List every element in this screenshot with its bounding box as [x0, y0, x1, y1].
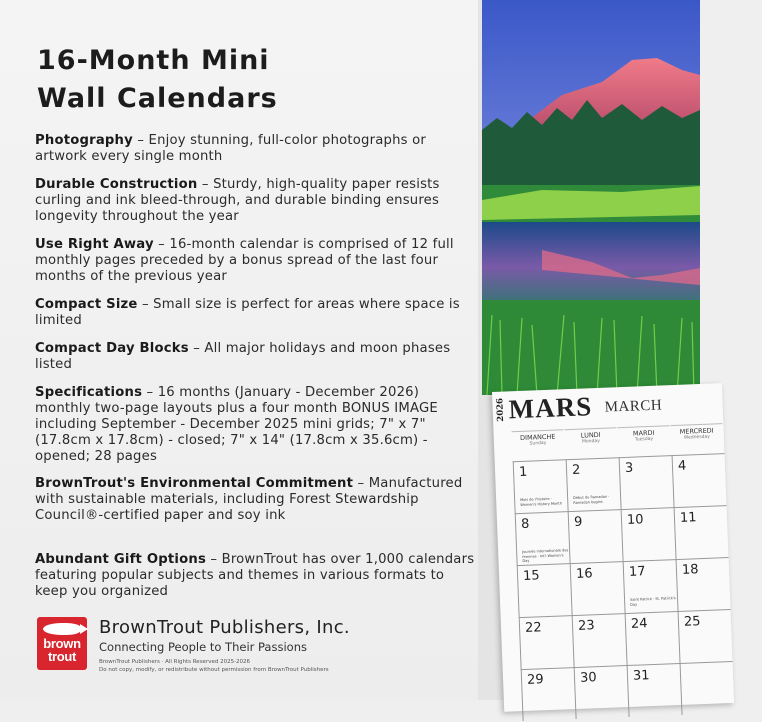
legal-line-1: BrownTrout Publishers · All Rights Reserved 2025-2026	[99, 659, 251, 665]
day-number: 8	[520, 516, 530, 532]
fish-icon	[43, 623, 81, 635]
feature-item	[35, 237, 475, 285]
feature-item	[35, 177, 475, 225]
month-name-french: MARS	[508, 391, 593, 425]
calendar-day-cell	[521, 667, 576, 721]
day-number: 16	[575, 566, 593, 582]
calendar-day-cell	[672, 453, 727, 507]
day-number: 2	[571, 462, 581, 478]
feature-text: – Manufactured with sustainable materials, including Forest Stewardship Council®-certified paper and soy ink	[35, 476, 463, 523]
calendar-day-cell	[676, 557, 731, 611]
day-note: Début du Ramadan · Ramadan begins	[573, 494, 610, 505]
calendar-day-cell	[519, 615, 574, 669]
feature-item	[35, 133, 475, 165]
calendar-day-cell	[621, 507, 676, 561]
day-header	[564, 427, 617, 459]
publisher-block	[37, 617, 457, 677]
feature-title: Use Right Away	[35, 237, 154, 252]
day-header-sub: Tuesday	[634, 436, 654, 443]
day-header-sub: Wednesday	[683, 434, 711, 441]
feature-text: – 16-month calendar is comprised of 12 full monthly pages preceded by a bonus spread of the last four months of the previous year	[35, 237, 454, 284]
day-number: 31	[632, 668, 650, 684]
page-title	[37, 42, 467, 118]
feature-item	[35, 476, 475, 524]
feature-text: – BrownTrout has over 1,000 calendars featuring popular subjects and themes in various formats to keep you organized	[35, 552, 475, 599]
day-number: 30	[579, 670, 597, 686]
day-number: 1	[518, 464, 528, 481]
day-number: 17	[628, 564, 646, 580]
calendar-day-cell	[627, 663, 682, 717]
day-number: 3	[624, 460, 634, 476]
feature-text: – 16 months (January - December 2026) monthly two-page layouts plus a four month BONUS IMAGE including September - December 2025 mini grids; 7" x 7" (17.8cm x 17.8cm) - closed; 7" x 14" (17.8cm x 35.6cm) - opened; 28 pages	[35, 385, 438, 464]
day-header	[670, 423, 723, 455]
day-header-sub: Monday	[582, 438, 600, 445]
publisher-name: BrownTrout Publishers, Inc.	[99, 617, 350, 638]
feature-item	[35, 552, 475, 600]
calendar-day-cell	[680, 661, 735, 715]
calendar-page	[492, 383, 734, 712]
title-line-2: Wall Calendars	[37, 83, 278, 114]
logo-text-line-2: trout	[47, 649, 77, 664]
day-header	[617, 425, 670, 457]
day-note: Mois de l'histoire · Women's History Month	[520, 496, 563, 507]
calendar-day-cell	[515, 511, 570, 565]
day-note: Journée internationale des femmes · Int'l Women's Day	[522, 548, 569, 563]
calendar-day-cell	[678, 609, 733, 663]
mountain-lake-image	[482, 0, 700, 395]
calendar-day-cell	[570, 561, 625, 615]
day-header-label: DIMANCHE	[519, 432, 556, 442]
feature-title: Compact Size	[35, 297, 138, 312]
legal-line-2: Do not copy, modify, or redistribute without permission from BrownTrout Publishers	[99, 667, 329, 673]
day-number: 25	[683, 614, 701, 630]
feature-item	[35, 297, 475, 329]
day-number: 23	[577, 618, 595, 634]
feature-text: – All major holidays and moon phases listed	[35, 341, 451, 372]
calendar-day-cell	[513, 459, 568, 513]
feature-text: – Sturdy, high-quality paper resists curling and ink bleed-through, and durable binding ensures longevity throughout the year	[35, 177, 440, 224]
feature-title: Compact Day Blocks	[35, 341, 189, 356]
day-header-label: LUNDI	[580, 430, 601, 440]
calendar-day-cell	[623, 559, 678, 613]
day-number: 29	[526, 672, 544, 688]
day-number: 10	[626, 512, 644, 528]
calendar-day-cell	[625, 611, 680, 665]
publisher-tagline: Connecting People to Their Passions	[99, 640, 307, 654]
browntrout-logo	[37, 617, 87, 670]
feature-item	[35, 385, 475, 465]
year-label: 2026	[495, 397, 507, 422]
calendar-preview	[478, 0, 714, 700]
calendar-day-cell	[568, 509, 623, 563]
feature-title: Specifications	[35, 385, 143, 400]
calendar-day-cell	[566, 457, 621, 511]
day-header-label: MERCREDI	[679, 426, 714, 436]
day-header	[512, 429, 565, 461]
day-header-sub: Sunday	[529, 440, 547, 447]
day-number: 24	[630, 616, 648, 632]
calendar-day-cell	[619, 455, 674, 509]
day-note: Saint Patrick · St. Patrick's Day	[630, 596, 676, 607]
landscape-photo	[482, 0, 700, 395]
day-number: 18	[681, 562, 699, 578]
month-name-english: MARCH	[604, 397, 663, 416]
calendar-day-cell	[517, 563, 572, 617]
feature-title: BrownTrout's Environmental Commitment	[35, 476, 354, 491]
day-number: 11	[679, 510, 697, 526]
calendar-day-cell	[674, 505, 729, 559]
publisher-legal	[99, 658, 379, 674]
calendar-day-cell	[574, 665, 629, 719]
day-number: 22	[524, 620, 542, 636]
logo-text-line-1: brown	[43, 636, 81, 651]
day-number: 4	[677, 458, 687, 474]
feature-title: Durable Construction	[35, 177, 198, 192]
feature-text: – Enjoy stunning, full-color photographs or artwork every single month	[35, 133, 426, 164]
feature-text: – Small size is perfect for areas where space is limited	[35, 297, 460, 328]
calendar-day-cell	[572, 613, 627, 667]
title-line-1: 16-Month Mini	[37, 45, 270, 76]
day-header-label: MARDI	[632, 428, 655, 438]
day-number: 15	[522, 568, 540, 584]
feature-item	[35, 341, 475, 373]
feature-title: Abundant Gift Options	[35, 552, 206, 567]
feature-title: Photography	[35, 133, 133, 148]
day-number: 9	[573, 514, 583, 530]
